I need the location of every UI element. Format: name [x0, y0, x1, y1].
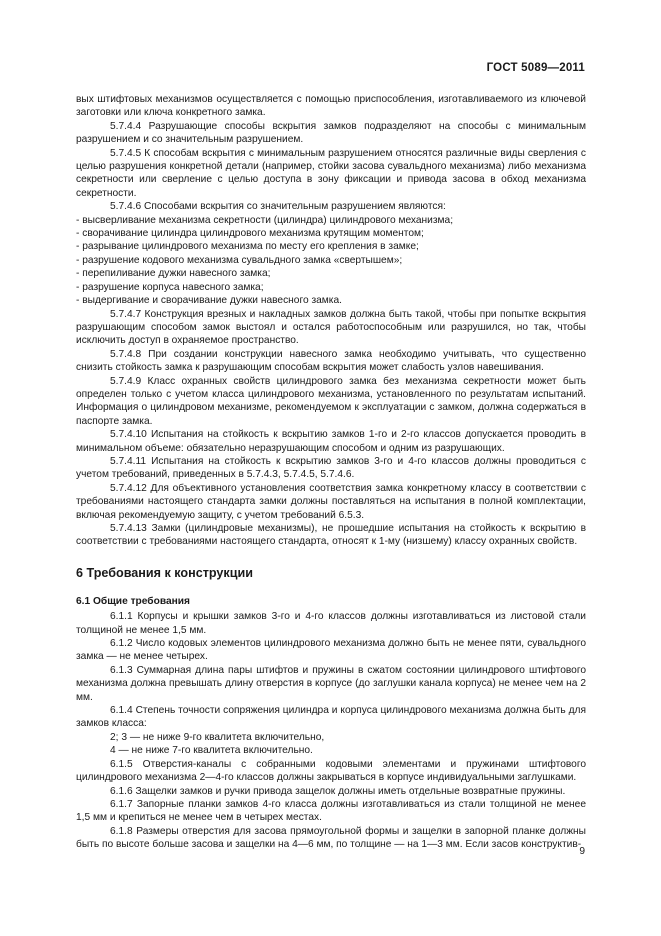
- paragraph-5-7-4-5: 5.7.4.5 К способам вскрытия с минимальным разрушением относятся различные виды сверления с целью разрушения конкретной детали (например, стойки засова сувальдного механизма) либо механизма секретности или сверление с целью доступа в зону фиксации и привода засова в обход механизма секретности.: [76, 147, 586, 199]
- paragraph-6-1-3: 6.1.3 Суммарная длина пары штифтов и пружины в сжатом состоянии цилиндрового штифтового механизма должна превышать длину отверстия в корпусе (до заглушки канала корпуса) не менее чем на 2 мм.: [76, 664, 586, 703]
- list-item: - высверливание механизма секретности (цилиндра) цилиндрового механизма;: [76, 214, 454, 226]
- paragraph-5-7-4-7: 5.7.4.7 Конструкция врезных и накладных замков должна быть такой, чтобы при попытке вскрытия разрушающим способом замок выстоял и остался работоспособным или разрушился, но так, чтобы исключить доступ в охраняемое пространство.: [76, 308, 586, 347]
- paragraph-5-7-4-13: 5.7.4.13 Замки (цилиндровые механизмы), не прошедшие испытания на стойкость к вскрытию в соответствии с требованиями настоящего стандарта, относят к 1-му (низшему) классу охранных свойств.: [76, 523, 586, 548]
- paragraph-6-1-5: 6.1.5 Отверстия-каналы с собранными кодовыми элементами и пружинами штифтового цилиндрового механизма 2—4-го классов должны закрываться в корпусе индивидуальными заглушками.: [76, 758, 586, 784]
- paragraph-6-1-6: 6.1.6 Защелки замков и ручки привода защелок должны иметь отдельные возвратные пружины.: [110, 785, 566, 797]
- paragraph-6-1-8: 6.1.8 Размеры отверстия для засова прямоугольной формы и защелки в запорной планке должны быть по высоте больше засова и защелки на 4—6 мм, по толщине — на 1—3 мм. Если засов конструктив-: [76, 825, 586, 851]
- list-item: - разрушение корпуса навесного замка;: [76, 281, 264, 293]
- paragraph-5-7-4-10: 5.7.4.10 Испытания на стойкость к вскрытию замков 1-го и 2-го классов допускается проводить в минимальном объеме: обязательно неразрушающим способом и одним из разрушающих.: [76, 429, 586, 454]
- list-item: - перепиливание дужки навесного замка;: [76, 268, 271, 280]
- document-body: [76, 93, 586, 852]
- paragraph-5-7-4-9: 5.7.4.9 Класс охранных свойств цилиндрового замка без механизма секретности может быть определен только с учетом класса цилиндрового механизма, установленного по результатам испытаний. Информация о цилиндровом механизме, рекомендуемом к эксплуатации с замком, должна содержаться в паспорте замка.: [76, 375, 586, 427]
- paragraph-5-7-4-12: 5.7.4.12 Для объективного установления соответствия замка конкретному классу в соответствии с требованиями настоящего стандарта замки должны поставляться на испытания в полной комплектации, включая рекомендуемую защиту, с учетом требований 6.5.3.: [76, 482, 586, 521]
- paragraph-6-1-2: 6.1.2 Число кодовых элементов цилиндрового механизма должно быть не менее пяти, сувальдного замка — не менее четырех.: [76, 638, 586, 663]
- page-number: 9: [579, 845, 585, 857]
- paragraph-5-7-4-11: 5.7.4.11 Испытания на стойкость к вскрытию замков 3-го и 4-го классов должны проводиться с учетом требований, приведенных в 5.7.4.3, 5.7.4.5, 5.7.4.6.: [76, 455, 586, 481]
- paragraph-6-1-4: 6.1.4 Степень точности сопряжения цилиндра и корпуса цилиндрового механизма должна быть для замков класса:: [76, 705, 586, 730]
- destructive-methods-list: [76, 214, 586, 308]
- paragraph-6-1-7: 6.1.7 Запорные планки замков 4-го класса должны изготавливаться из стали толщиной не менее 1,5 мм и крепиться не менее чем в четырех местах.: [76, 798, 586, 824]
- precision-class-item: 2; 3 — не ниже 9-го квалитета включительно,: [110, 731, 325, 743]
- subsection-heading: 6.1 Общие требования: [76, 595, 190, 607]
- paragraph-6-1-1: 6.1.1 Корпусы и крышки замков 3-го и 4-го классов должны изготавливаться из листовой стали толщиной не менее 1,5 мм.: [76, 611, 586, 636]
- paragraph-5-7-4-4: 5.7.4.4 Разрушающие способы вскрытия замков подразделяют на способы с минимальным разрушением и со значительным разрушением.: [76, 120, 586, 146]
- document-id: ГОСТ 5089—2011: [486, 62, 585, 74]
- paragraph-5-7-4-6: 5.7.4.6 Способами вскрытия со значительным разрушением являются:: [110, 201, 446, 213]
- list-item: - разрушение кодового механизма сувальдного замка «свертышем»;: [76, 254, 403, 266]
- section-heading: 6 Требования к конструкции: [76, 565, 253, 580]
- list-item: - выдергивание и сворачивание дужки навесного замка.: [76, 295, 342, 307]
- list-item: - сворачивание цилиндра цилиндрового механизма крутящим моментом;: [76, 228, 424, 240]
- paragraph-continuation: вых штифтовых механизмов осуществляется с помощью приспособления, изготавливаемого из ключевой заготовки или ключа конкретного замка.: [76, 94, 586, 119]
- precision-class-item: 4 — не ниже 7-го квалитета включительно.: [110, 745, 313, 757]
- paragraph-5-7-4-8: 5.7.4.8 При создании конструкции навесного замка необходимо учитывать, что существенно снизить стойкость замка к разрушающим способам вскрытия может слабость узлов навешивания.: [76, 348, 586, 374]
- list-item: - разрывание цилиндрового механизма по месту его крепления в замке;: [76, 241, 419, 253]
